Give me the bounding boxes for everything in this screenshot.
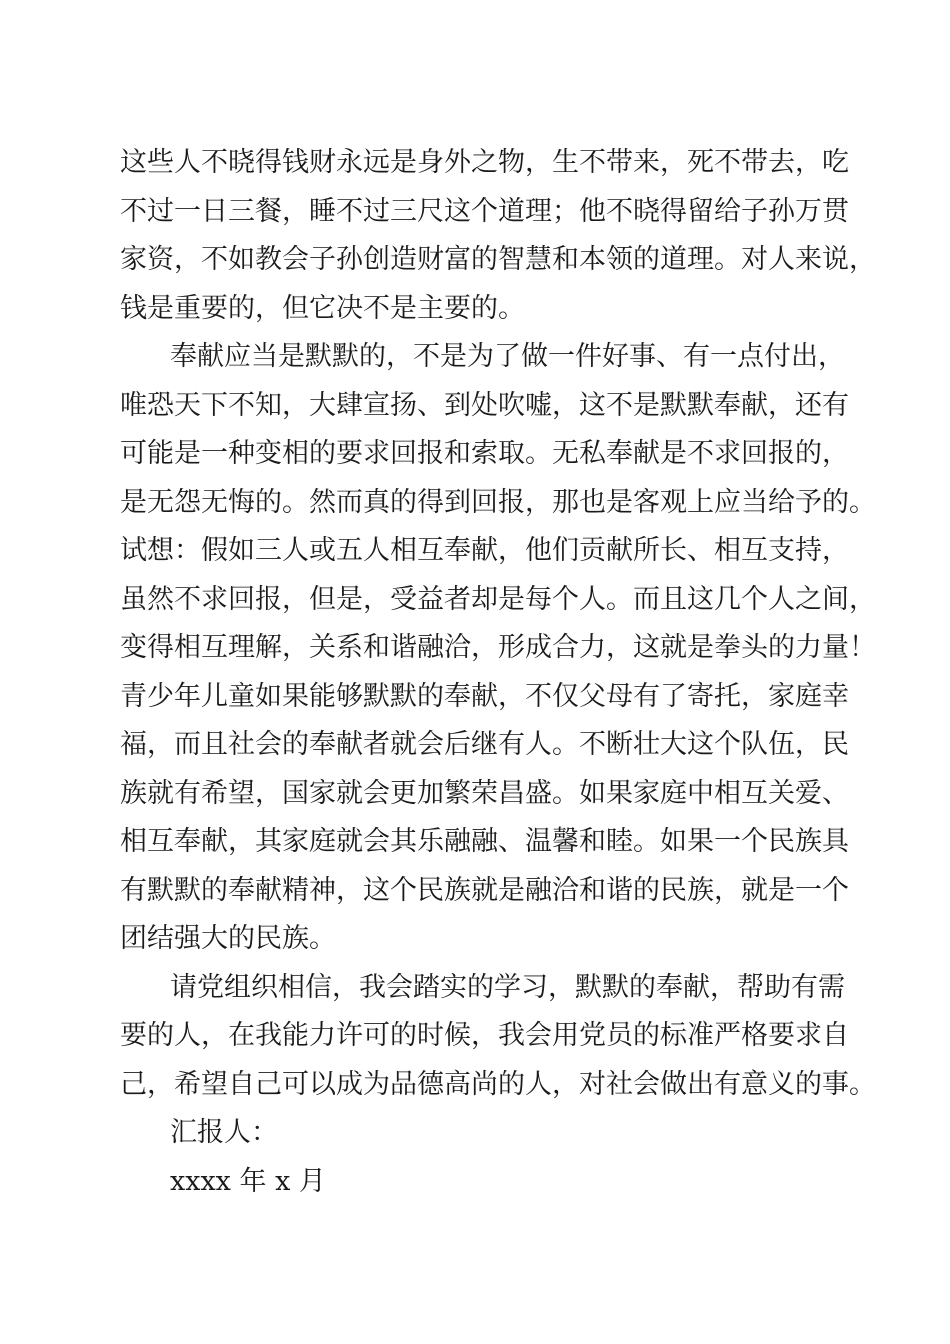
paragraph-2-line: 变得相互理解，关系和谐融洽，形成合力，这就是拳头的力量！: [120, 632, 876, 663]
paragraph-2-line: 唯恐天下不知，大肆宣扬、到处吹嘘，这不是默默奉献，还有: [120, 389, 849, 421]
paragraph-1-line: 不过一日三餐，睡不过三尺这个道理；他不晓得留给子孙万贯: [120, 195, 849, 227]
paragraph-2: [120, 333, 876, 964]
paragraph-2-line: 是无怨无悔的。然而真的得到回报，那也是客观上应当给予的。: [120, 486, 876, 518]
paragraph-2-line: 族就有希望，国家就会更加繁荣昌盛。如果家庭中相互关爱、: [120, 777, 849, 809]
paragraph-2-line: 可能是一种变相的要求回报和索取。无私奉献是不求回报的，: [120, 438, 849, 469]
paragraph-2-line: 奉献应当是默默的，不是为了做一件好事、有一点付出，: [170, 341, 845, 372]
paragraph-1: [120, 139, 876, 333]
paragraph-2-line: 青少年儿童如果能够默默的奉献，不仅父母有了寄托，家庭幸: [120, 680, 849, 712]
paragraph-1-line: 钱是重要的，但它决不是主要的。: [120, 292, 525, 324]
paragraph-1-line: 这些人不晓得钱财永远是身外之物，生不带来，死不带去，吃: [120, 147, 849, 178]
paragraph-2-line: 福，而且社会的奉献者就会后继有人。不断壮大这个队伍，民: [120, 729, 849, 760]
document-body: [120, 139, 876, 1206]
paragraph-2-line: 团结强大的民族。: [120, 923, 336, 954]
paragraph-2-line: 有默默的奉献精神，这个民族就是融洽和谐的民族，就是一个: [120, 874, 849, 906]
paragraph-3-line: 请党组织相信，我会踏实的学习，默默的奉献，帮助有需: [170, 971, 845, 1003]
paragraph-2-line: 试想：假如三人或五人相互奉献，他们贡献所长、相互支持，: [120, 535, 849, 566]
report-date: xxxx 年 x 月: [170, 1165, 326, 1197]
paragraph-3-line: 己，希望自己可以成为品德高尚的人，对社会做出有意义的事。: [120, 1068, 876, 1100]
paragraph-2-line: 相互奉献，其家庭就会其乐融融、温馨和睦。如果一个民族具: [120, 826, 849, 857]
paragraph-2-line: 虽然不求回报，但是，受益者却是每个人。而且这几个人之间，: [120, 583, 876, 615]
paragraph-3-line: 要的人，在我能力许可的时候，我会用党员的标准严格要求自: [120, 1020, 849, 1051]
paragraph-1-line: 家资，不如教会子孙创造财富的智慧和本领的道理。对人来说，: [120, 244, 876, 275]
paragraph-3: [120, 964, 876, 1110]
reporter-label: 汇报人：: [170, 1117, 278, 1148]
